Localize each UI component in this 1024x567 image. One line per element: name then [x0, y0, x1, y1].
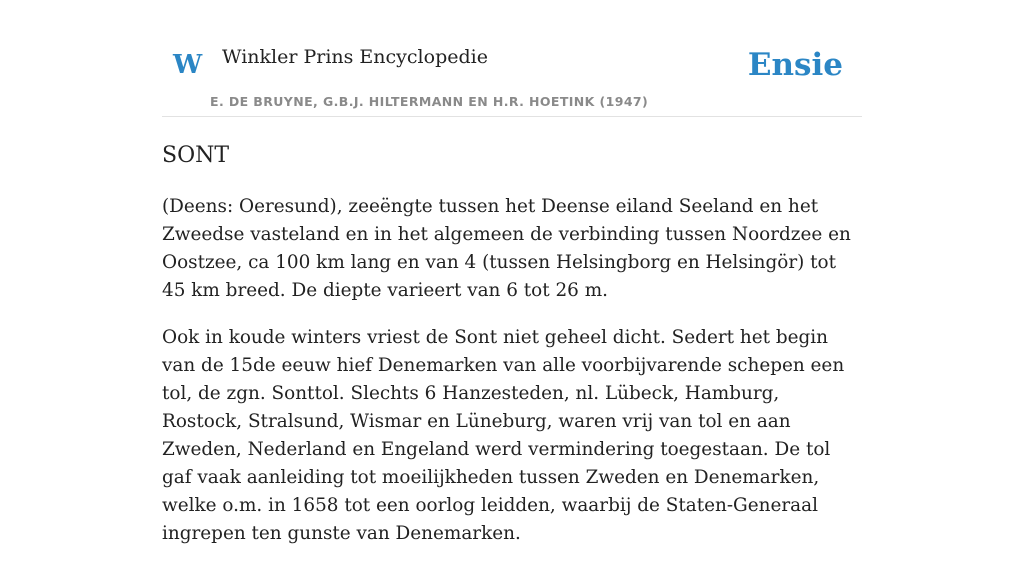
entry-title: SONT: [162, 143, 230, 168]
source-header: [162, 0, 862, 117]
entry-paragraph: Ook in koude winters vriest de Sont niet geheel dicht. Sedert het begin van de 15de eeuw hief Denemarken van alle voorbijvarende schepen een tol, de zgn. Sonttol. Slechts 6 Hanzesteden, nl. Lübeck, Hamburg, Rostock, Stralsund, Wismar en Lüneburg, waren vrij van tol en aan Zweden, Nederland en Engeland werd vermindering toegestaan. De tol gaf vaak aanleiding tot moeilijkheden tussen Zweden en Denemarken, welke o.m. in 1658 tot een oorlog leidden, waarbij de Staten-Generaal ingrepen ten gunste van Denemarken.: [162, 327, 845, 544]
ensie-brand-link[interactable]: Ensie: [747, 47, 843, 83]
content-container: [162, 0, 862, 567]
encyclopedia-logo[interactable]: W: [173, 50, 203, 80]
work-title[interactable]: Winkler Prins Encyclopedie: [222, 46, 488, 68]
entry-paragraph: (Deens: Oeresund), zeeëngte tussen het Deense eiland Seeland en het Zweedse vasteland en in het algemeen de verbinding tussen Noordzee en Oostzee, ca 100 km lang en van 4 (tussen Helsingborg en Helsingör) tot 45 km breed. De diepte varieert van 6 tot 26 m.: [162, 196, 851, 301]
entry-body: [162, 193, 862, 548]
authors-line: E. DE BRUYNE, G.B.J. HILTERMANN EN H.R. HOETINK (1947): [210, 94, 649, 109]
